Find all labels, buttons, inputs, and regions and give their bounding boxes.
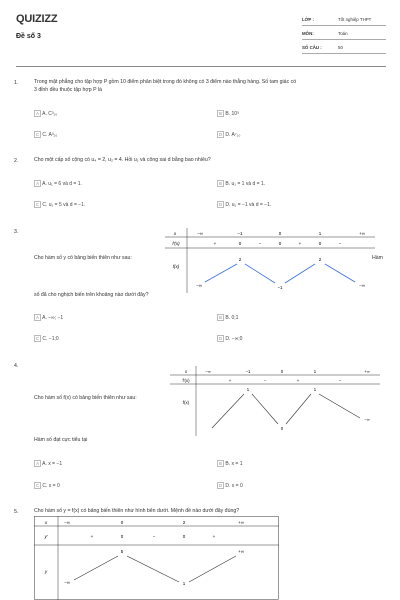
divider xyxy=(302,25,386,26)
table-sign: 0 xyxy=(120,534,124,539)
option-letter-box: A xyxy=(34,314,41,321)
table-f-value: 1 xyxy=(313,387,317,392)
table-sign: + xyxy=(90,534,94,539)
table-sign: 0 xyxy=(318,241,322,246)
option-b[interactable] xyxy=(217,314,238,321)
table-x-label: x xyxy=(173,231,177,236)
exam-title: Đề số 3 xyxy=(16,33,41,40)
question-text: số đã cho nghịch biến trên khoảng nào dưới đây? xyxy=(34,292,149,298)
table-x-label: x xyxy=(184,369,188,374)
divider xyxy=(302,39,386,40)
question-text xyxy=(34,78,394,94)
table-fp-label: y′ xyxy=(44,534,48,539)
variation-arrow-down xyxy=(325,264,355,282)
question-text: Cho hàm số y có bảng biến thiên như sau: xyxy=(34,255,132,261)
variation-arrow-down xyxy=(245,264,275,283)
table-x-value: +∞ xyxy=(359,231,365,236)
question-text-line: Trong mặt phẳng cho tập hợp P gồm 10 điểm phân biệt trong đó không có 3 điểm nào thẳng hàng. Số tam giác có xyxy=(34,79,297,85)
option-letter-box: C xyxy=(35,483,40,488)
table-sign: 0 xyxy=(278,241,282,246)
table-sign: − xyxy=(152,534,156,539)
question-number: 2. xyxy=(14,158,19,164)
option-b[interactable] xyxy=(217,460,242,467)
table-x-value: 1 xyxy=(313,369,317,374)
variation-arrow-down xyxy=(127,556,179,582)
table-sign: + xyxy=(298,241,302,246)
table-x-value: −∞ xyxy=(64,520,70,525)
option-d[interactable] xyxy=(217,335,242,342)
table-x-value: −1 xyxy=(245,369,251,374)
option-letter-box: A xyxy=(34,460,41,467)
variation-arrow-up xyxy=(189,556,236,582)
option-text: A. −∞; −1 xyxy=(42,315,64,321)
table-f-label: f(x) xyxy=(182,400,190,405)
variation-arrow-up xyxy=(205,264,237,282)
option-text: C. x = 0 xyxy=(42,483,60,489)
table-f-value: 2 xyxy=(238,257,242,262)
option-text: B. 10³ xyxy=(225,111,239,117)
question-number: 1. xyxy=(14,80,19,86)
class-label: LỚP : xyxy=(302,17,314,22)
table-fp-label: f′(x) xyxy=(172,241,180,246)
option-letter-box: D xyxy=(218,202,223,207)
option-text: D. x = 0 xyxy=(225,483,243,489)
table-x-value: −1 xyxy=(237,231,243,236)
table-f-value: 5 xyxy=(120,549,124,554)
option-text: C. −1;0 xyxy=(42,336,59,342)
table-f-value: −∞ xyxy=(359,283,365,288)
variation-arrow-up xyxy=(285,264,315,283)
variation-table-q3 xyxy=(165,228,375,293)
option-c[interactable] xyxy=(34,131,57,138)
table-x-value: 0 xyxy=(280,369,284,374)
question-text: Hàm số đạt cực tiểu tại xyxy=(34,437,88,443)
option-text: A. u₁ = 6 và d = 1. xyxy=(42,181,82,187)
class-value: Tốt nghiệp THPT xyxy=(338,17,372,22)
table-f-label: y xyxy=(44,569,48,574)
table-f-label: f(x) xyxy=(172,264,180,269)
table-sign: + xyxy=(212,534,216,539)
option-b[interactable] xyxy=(217,110,239,117)
option-c[interactable] xyxy=(34,482,60,489)
option-letter-box: D xyxy=(218,132,223,137)
table-f-value: +∞ xyxy=(238,549,244,554)
table-x-value: −∞ xyxy=(197,231,203,236)
option-text: B. u₁ = 1 và d = 1. xyxy=(225,181,266,187)
question-number: 4. xyxy=(14,363,19,369)
table-sign: + xyxy=(213,241,217,246)
table-x-label: x xyxy=(44,520,48,525)
count-value: 50 xyxy=(338,45,343,50)
question-text: Cho hàm số f(x) có bảng biến thiên như sau: xyxy=(34,395,137,401)
question-text: Cho một cấp số cộng có u₄ = 2, u₂ = 4. Hỏi u₁ và công sai d bằng bao nhiêu? xyxy=(34,157,211,163)
option-letter-box: B xyxy=(217,460,224,467)
option-text: C. A³₁₀ xyxy=(42,132,58,138)
variation-arrow-down xyxy=(319,394,360,418)
option-a[interactable] xyxy=(34,180,82,187)
table-sign: − xyxy=(258,241,262,246)
table-f-value: 1 xyxy=(182,581,186,586)
question-text-line: 3 đỉnh đều thuộc tập hợp P là xyxy=(34,87,102,93)
option-d[interactable] xyxy=(217,131,240,138)
option-d[interactable] xyxy=(217,201,271,208)
count-label: SỐ CÂU : xyxy=(302,45,322,50)
table-f-value: −∞ xyxy=(64,580,70,585)
table-f-value: −∞ xyxy=(364,417,370,422)
variation-table-q5 xyxy=(34,516,279,600)
subject-label: MÔN: xyxy=(302,31,314,36)
table-f-value: −∞ xyxy=(196,283,202,288)
question-number: 3. xyxy=(14,229,19,235)
option-letter-box: B xyxy=(217,314,224,321)
header-divider xyxy=(16,66,386,67)
option-letter-box: C xyxy=(35,336,40,341)
table-x-value: 2 xyxy=(182,520,186,525)
option-letter-box: B xyxy=(217,180,224,187)
option-c[interactable] xyxy=(34,335,59,342)
option-text: D. u₁ = −1 và d = −1. xyxy=(225,202,272,208)
table-f-value: 2 xyxy=(318,257,322,262)
option-a[interactable] xyxy=(34,314,63,321)
variation-arrow-up xyxy=(212,394,244,428)
option-text: C. u₁ = 5 và d = −1. xyxy=(42,202,86,208)
table-sign: + xyxy=(296,378,300,383)
option-letter-box: C xyxy=(35,202,40,207)
variation-arrow-up xyxy=(74,556,118,580)
option-text: D. −∞;0 xyxy=(225,336,243,342)
variation-arrow-up xyxy=(286,394,311,424)
variation-arrow-down xyxy=(252,394,278,424)
question-number: 5. xyxy=(14,509,19,515)
table-sign: 0 xyxy=(182,534,186,539)
option-text: B. 0;1 xyxy=(225,315,239,321)
option-letter-box: A xyxy=(34,180,41,187)
table-x-value: +∞ xyxy=(238,520,244,525)
option-a[interactable] xyxy=(34,110,57,117)
subject-value: Toán xyxy=(338,31,348,36)
table-x-value: 0 xyxy=(278,231,282,236)
table-f-value: −1 xyxy=(277,285,283,290)
table-sign: 0 xyxy=(238,241,242,246)
option-d[interactable] xyxy=(217,482,243,489)
option-c[interactable] xyxy=(34,201,85,208)
variation-table-q4 xyxy=(170,366,380,436)
option-letter-box: D xyxy=(218,483,223,488)
option-text: B. x = 1 xyxy=(225,461,243,467)
option-text: A. C³₁₀ xyxy=(42,111,58,117)
table-f-value: 0 xyxy=(280,426,284,431)
option-letter-box: A xyxy=(34,110,41,117)
option-text: D. A⁷₁₀ xyxy=(225,132,241,138)
table-x-value: 1 xyxy=(318,231,322,236)
table-sign: − xyxy=(338,241,342,246)
table-x-value: +∞ xyxy=(364,369,370,374)
table-sign: + xyxy=(228,378,232,383)
option-letter-box: B xyxy=(217,110,224,117)
option-letter-box: D xyxy=(218,336,223,341)
table-f-value: 1 xyxy=(246,387,250,392)
option-b[interactable] xyxy=(217,180,265,187)
question-text-continued: Hàm xyxy=(372,255,383,261)
option-letter-box: C xyxy=(35,132,40,137)
table-x-value: −∞ xyxy=(205,369,211,374)
table-fp-label: f′(x) xyxy=(182,378,190,383)
table-sign: − xyxy=(263,378,267,383)
logo: QUIZIZZ xyxy=(16,13,58,25)
option-a[interactable] xyxy=(34,460,62,467)
table-x-value: 0 xyxy=(120,520,124,525)
option-text: A. x = −1 xyxy=(42,461,63,467)
table-sign: − xyxy=(338,378,342,383)
question-text: Cho hàm số y = f(x) có bảng biến thiên như hình bên dưới. Mệnh đề nào dưới đây đúng? xyxy=(34,508,240,514)
divider xyxy=(302,53,386,54)
